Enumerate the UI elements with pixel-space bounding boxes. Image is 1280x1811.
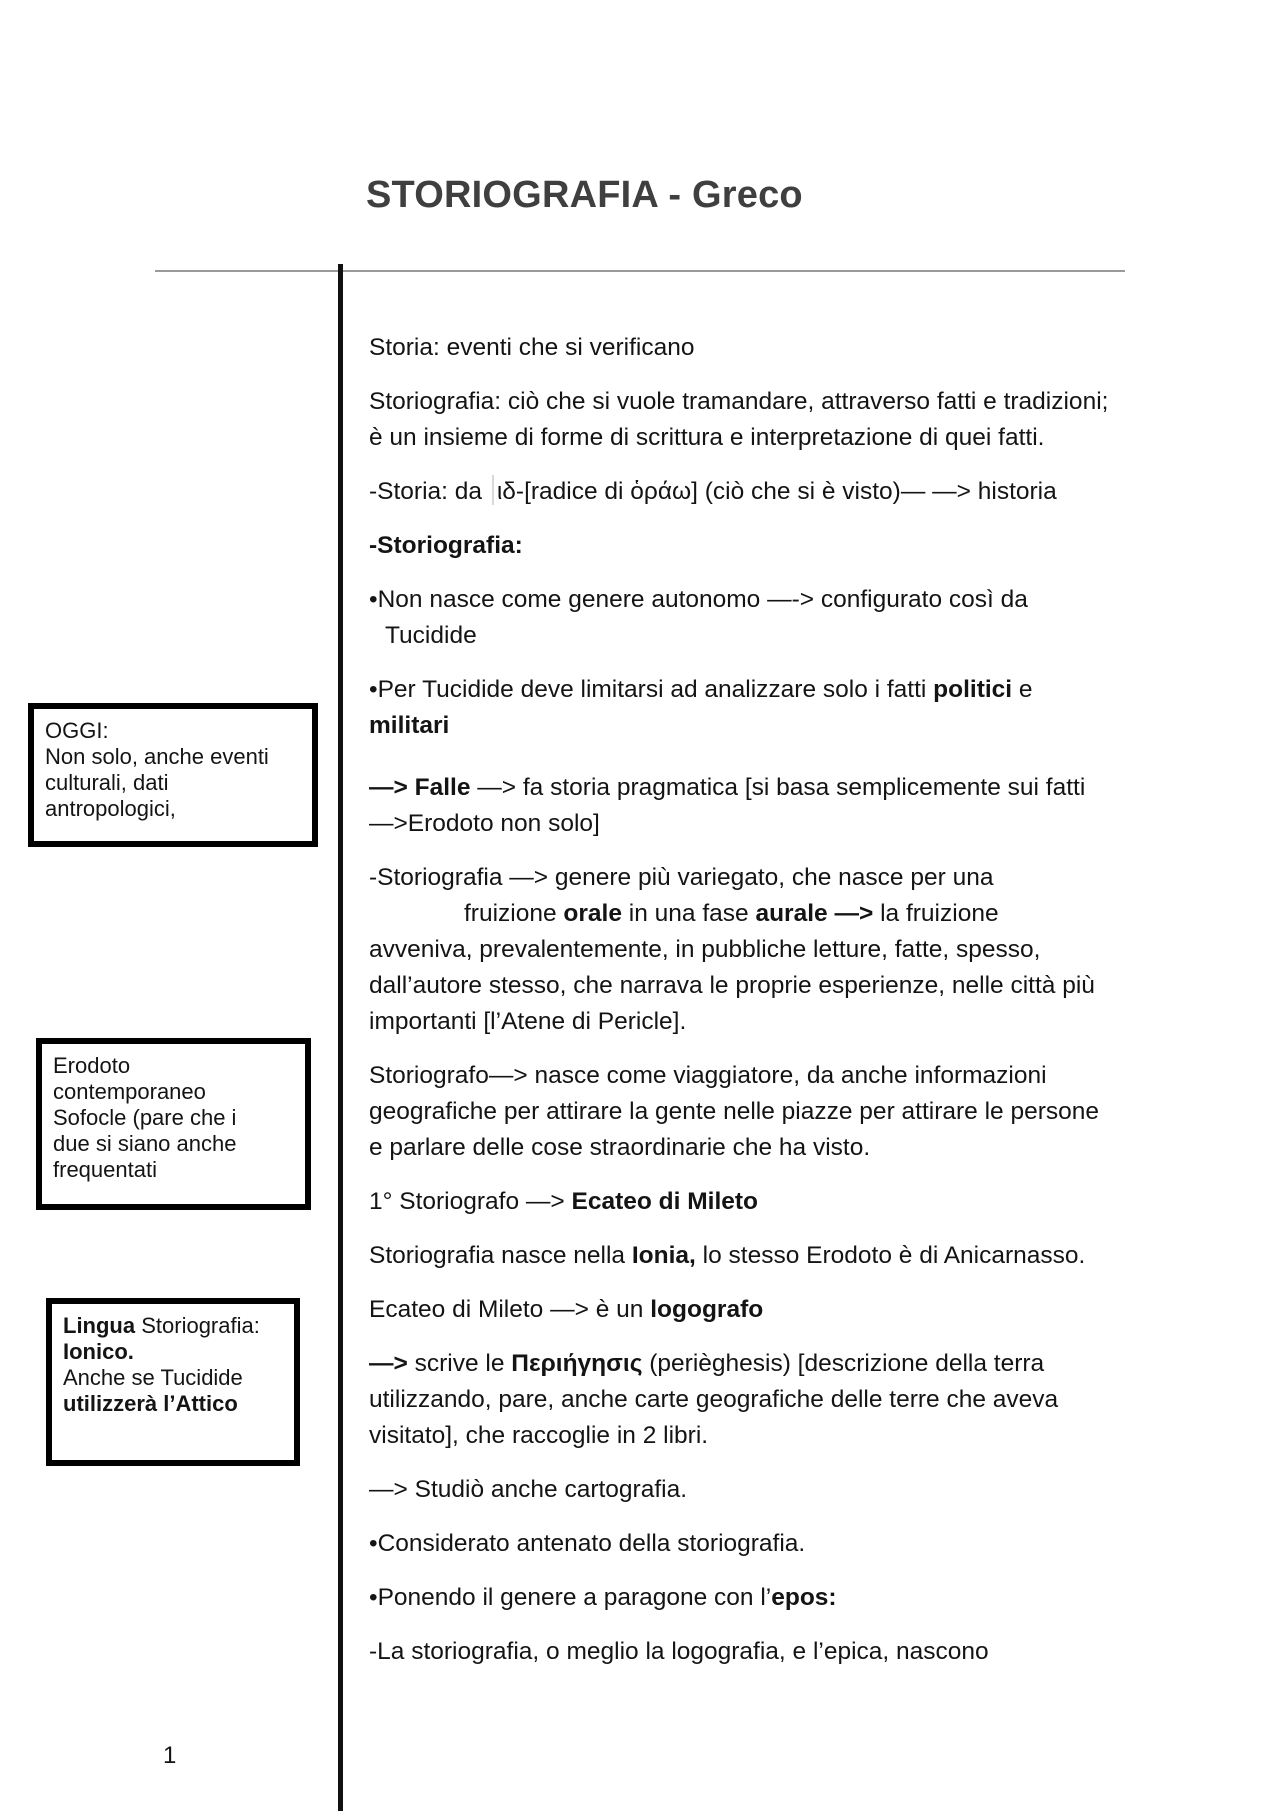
note-text: Storiografia:	[135, 1313, 260, 1338]
paragraph	[369, 1346, 1109, 1454]
bold-text: epos:	[771, 1584, 837, 1611]
horizontal-rule	[155, 270, 1125, 272]
paragraph	[369, 672, 1109, 744]
note-line: contemporaneo	[53, 1079, 206, 1104]
text: in una fase	[621, 900, 756, 927]
note-line	[63, 1339, 283, 1365]
page-number: 1	[163, 1742, 177, 1769]
text: e	[1012, 676, 1033, 703]
paragraph	[369, 860, 1109, 1040]
note-line: Anche se Tucidide	[63, 1365, 243, 1390]
text: •Non nasce come genere autonomo —-> configurato così da	[369, 586, 1028, 613]
paragraph	[369, 1184, 1109, 1220]
note-line: culturali, dati	[45, 770, 169, 795]
bold-text: militari	[369, 712, 450, 739]
paragraph	[369, 582, 1109, 654]
bold-text: Ecateo di Mileto	[571, 1188, 759, 1215]
bold-text: politici	[933, 676, 1013, 703]
note-line	[63, 1313, 283, 1339]
text: 1° Storiografo —>	[369, 1188, 572, 1215]
bold-text: aurale —>	[755, 900, 874, 927]
text: fruizione	[464, 900, 564, 927]
margin-rule	[338, 264, 343, 1811]
paragraph	[369, 1292, 1109, 1328]
paragraph: Storia: eventi che si verificano	[369, 334, 695, 361]
text: -Storiografia —> genere più variegato, che nasce per una	[369, 864, 994, 891]
bold-text: -Storiografia:	[369, 532, 523, 559]
paragraph	[369, 474, 1109, 510]
text: scrive le	[407, 1350, 512, 1377]
bold-text: —> Falle	[369, 774, 471, 801]
text: Tucidide	[385, 622, 477, 649]
bold-text: orale	[563, 900, 622, 927]
paragraph	[369, 528, 1109, 564]
note-line: OGGI:	[45, 718, 109, 743]
text: Ecateo di Mileto —> è un	[369, 1296, 651, 1323]
note-line: frequentati	[53, 1157, 157, 1182]
paragraph	[369, 1580, 1109, 1616]
note-line	[63, 1391, 283, 1417]
page-title: STORIOGRAFIA - Greco	[366, 174, 803, 216]
note-box-oggi	[28, 703, 318, 847]
text: —> fa storia pragmatica [si basa semplicemente sui fatti —>Erodoto non solo]	[369, 774, 1086, 837]
note-box-lingua	[46, 1298, 300, 1466]
note-bold: utilizzerà l’Attico	[63, 1391, 238, 1416]
text: -Storia: da	[369, 478, 489, 505]
text: (perièghesis) [descrizione della terra utilizzando, pare, anche carte geografiche delle terre che aveva visitato], che raccoglie in 2 libri.	[369, 1350, 1059, 1449]
paragraph: Storiografia: ciò che si vuole tramandare, attraverso fatti e tradizioni; è un insieme di forme di scrittura e interpretazione di quei fatti.	[369, 388, 1109, 451]
text: la fruizione	[873, 900, 999, 927]
text: lo stesso Erodoto è di Anicarnasso.	[695, 1242, 1086, 1269]
text: ιδ-[radice di ὁράω] (ciò che si è visto)— —> historia	[496, 478, 1057, 505]
note-box-erodoto	[36, 1038, 311, 1210]
note-bold: Lingua	[63, 1313, 136, 1338]
text: •Per Tucidide deve limitarsi ad analizzare solo i fatti	[369, 676, 934, 703]
note-line: Sofocle (pare che i	[53, 1105, 237, 1130]
cursor-mark	[492, 475, 494, 505]
bold-text: —>	[369, 1350, 408, 1377]
paragraph	[369, 1238, 1109, 1274]
paragraph	[369, 770, 1109, 842]
paragraph: -La storiografia, o meglio la logografia, e l’epica, nascono	[369, 1638, 989, 1665]
bold-text: Περιήγησις	[511, 1350, 643, 1377]
text: •Ponendo il genere a paragone con l’	[369, 1584, 772, 1611]
main-text	[369, 330, 1109, 1688]
paragraph: Storiografo—> nasce come viaggiatore, da anche informazioni geografiche per attirare la gente nelle piazze per attirare le persone e parlare delle cose straordinarie che ha visto.	[369, 1062, 1099, 1161]
text: avveniva, prevalentemente, in pubbliche letture, fatte, spesso, dall’autore stesso, che narrava le proprie esperienze, nelle città più importanti [l’Atene di Pericle].	[369, 936, 1095, 1035]
paragraph: —> Studiò anche cartografia.	[369, 1476, 688, 1503]
bold-text: logografo	[650, 1296, 764, 1323]
paragraph: •Considerato antenato della storiografia.	[369, 1530, 806, 1557]
note-bold: Ionico.	[63, 1339, 134, 1364]
note-line: due si siano anche	[53, 1131, 237, 1156]
note-line: antropologici,	[45, 796, 176, 821]
bold-text: Ionia,	[631, 1242, 696, 1269]
text: Storiografia nasce nella	[369, 1242, 632, 1269]
note-line: Non solo, anche eventi	[45, 744, 269, 769]
note-line: Erodoto	[53, 1053, 131, 1078]
